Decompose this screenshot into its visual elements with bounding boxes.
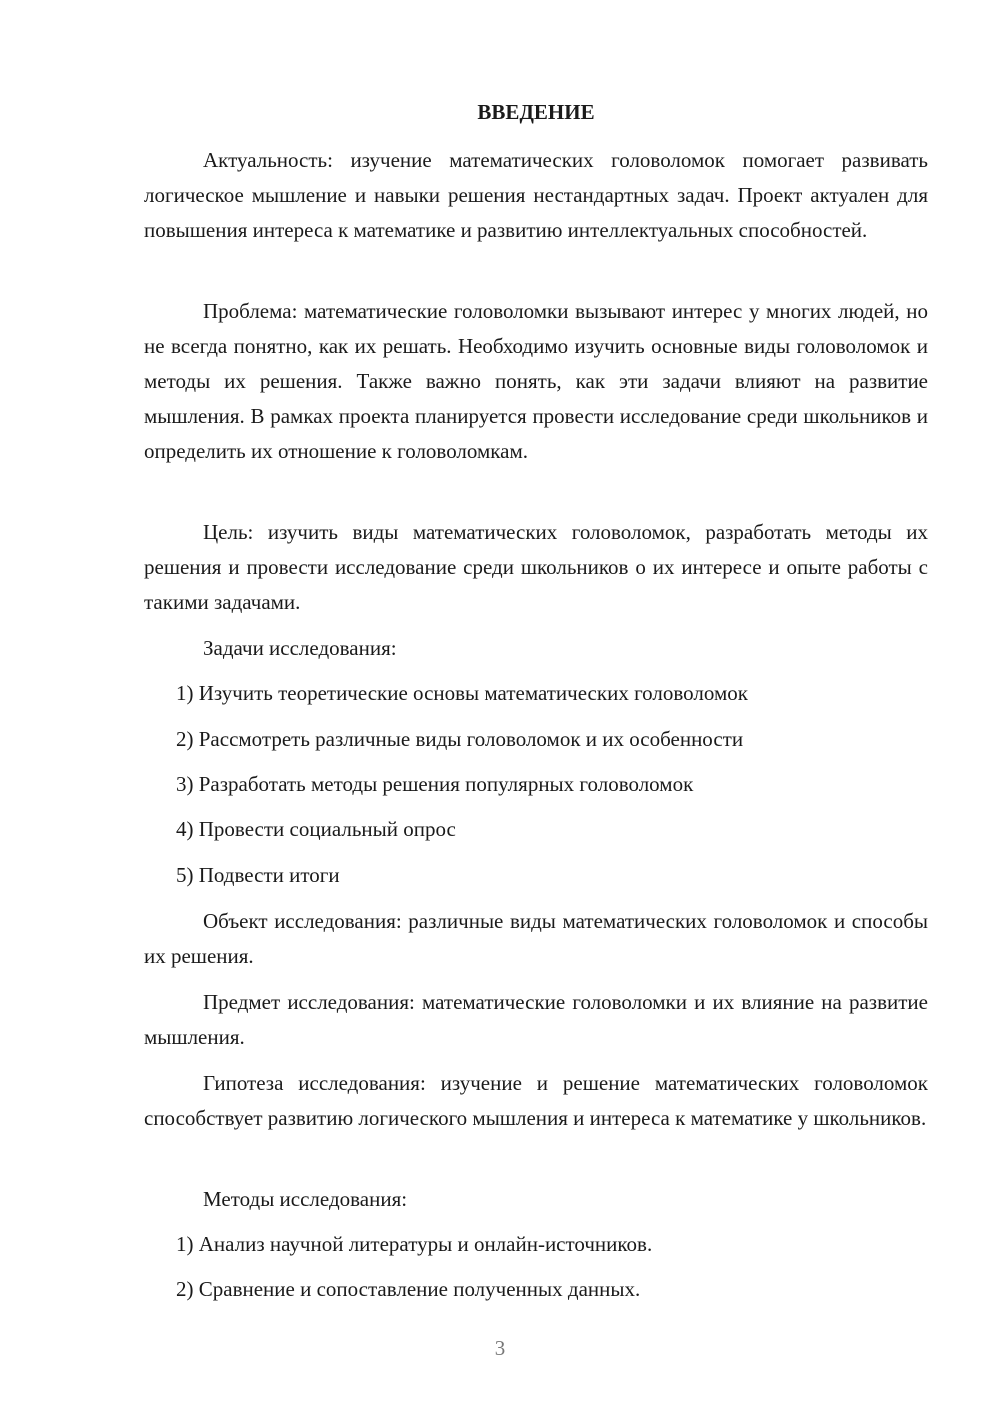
task-item: 3) Разработать методы решения популярных головоломок [176, 772, 694, 796]
method-item: 1) Анализ научной литературы и онлайн-источников. [176, 1232, 653, 1256]
object-paragraph: Объект исследования: различные виды математических головоломок и способы их решения. [144, 909, 928, 968]
task-item: 1) Изучить теоретические основы математических головоломок [176, 681, 748, 705]
subject-paragraph: Предмет исследования: математические головоломки и их влияние на развитие мышления. [144, 990, 928, 1049]
page-number: 3 [494, 1336, 506, 1360]
task-item: 4) Провести социальный опрос [176, 817, 456, 841]
method-item: 2) Сравнение и сопоставление полученных данных. [176, 1277, 641, 1301]
task-item: 2) Рассмотреть различные виды головоломок и их особенности [176, 727, 744, 751]
tasks-title: Задачи исследования: [203, 636, 397, 660]
hypothesis-paragraph: Гипотеза исследования: изучение и решение математических головоломок способствует развитию логического мышления и интереса к математике у школьников. [144, 1071, 928, 1130]
methods-title: Методы исследования: [203, 1187, 408, 1211]
relevance-paragraph: Актуальность: изучение математических головоломок помогает развивать логическое мышление и навыки решения нестандартных задач. Проект актуален для повышения интереса к математике и развитию интеллектуальных способностей. [144, 148, 928, 242]
task-item: 5) Подвести итоги [176, 863, 340, 887]
problem-paragraph: Проблема: математические головоломки вызывают интерес у многих людей, но не всегда понятно, как их решать. Необходимо изучить основные виды головоломок и методы их решения. Также важно понять, как эти задачи влияют на развитие мышления. В рамках проекта планируется провести исследование среди школьников и определить их отношение к головоломкам. [144, 299, 928, 463]
goal-paragraph: Цель: изучить виды математических головоломок, разработать методы их решения и провести исследование среди школьников о их интересе и опыте работы с такими задачами. [144, 520, 928, 614]
section-heading: ВВЕДЕНИЕ [477, 100, 595, 124]
